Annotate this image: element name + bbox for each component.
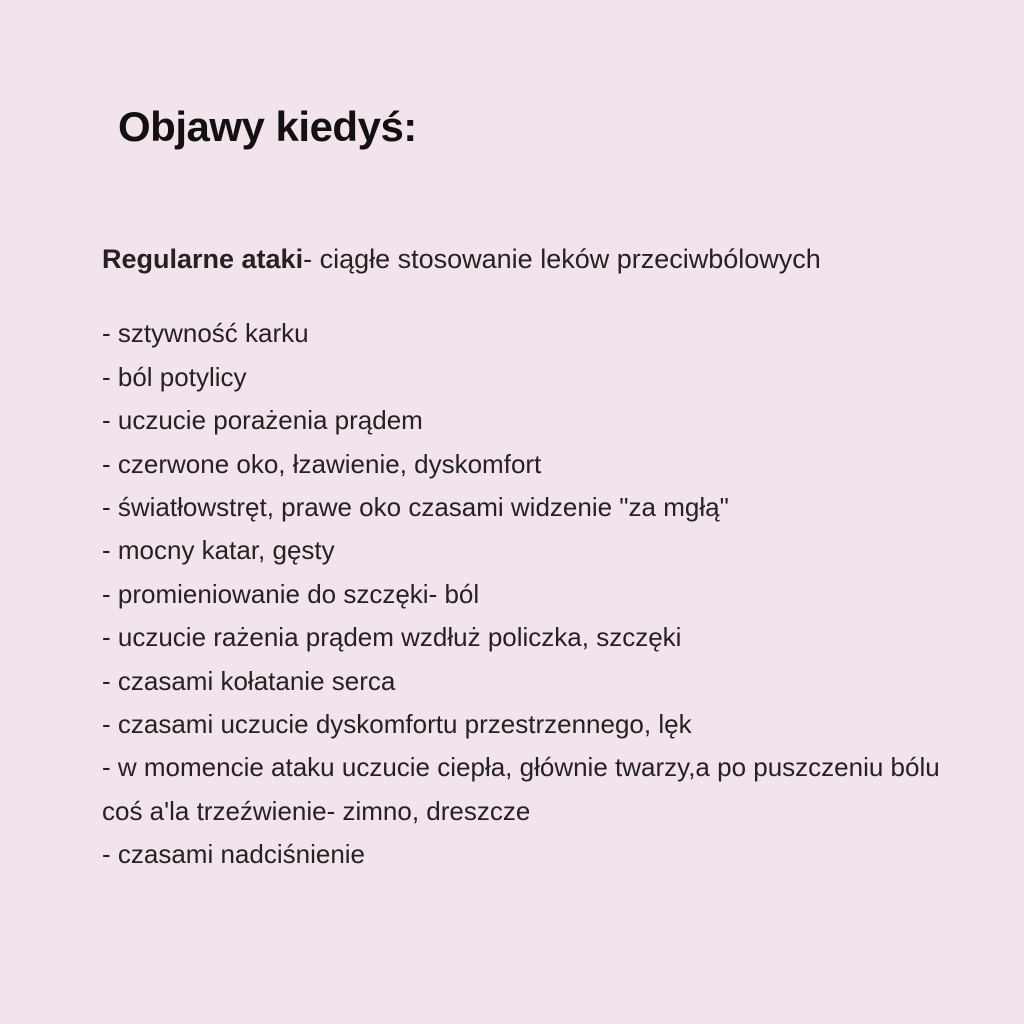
symptom-list	[102, 312, 952, 876]
page-title: Objawy kiedyś:	[118, 103, 417, 150]
list-item: - światłowstręt, prawe oko czasami widzenie "za mgłą"	[102, 491, 729, 522]
list-item: - promieniowanie do szczęki- ból	[102, 578, 480, 609]
list-item: - ból potylicy	[102, 361, 247, 392]
content-block	[102, 240, 952, 877]
list-item: - uczucie rażenia prądem wzdłuż policzka, szczęki	[102, 622, 682, 653]
list-item: - w momencie ataku uczucie ciepła, głównie twarzy,a po puszczeniu bólu coś a'la trzeźwienie- zimno, dreszcze	[102, 752, 940, 826]
list-item: - czerwone oko, łzawienie, dyskomfort	[102, 448, 542, 479]
list-item: - czasami uczucie dyskomfortu przestrzennego, lęk	[102, 708, 692, 739]
list-item: - sztywność karku	[102, 318, 309, 349]
list-item: - mocny katar, gęsty	[102, 535, 335, 566]
lead-paragraph	[102, 240, 862, 278]
lead-rest-text: - ciągłe stosowanie leków przeciwbólowych	[303, 244, 821, 274]
list-item: - czasami nadciśnienie	[102, 839, 366, 870]
list-item: - uczucie porażenia prądem	[102, 405, 423, 436]
lead-strong-text: Regularne ataki	[102, 244, 304, 274]
list-item: - czasami kołatanie serca	[102, 665, 396, 696]
